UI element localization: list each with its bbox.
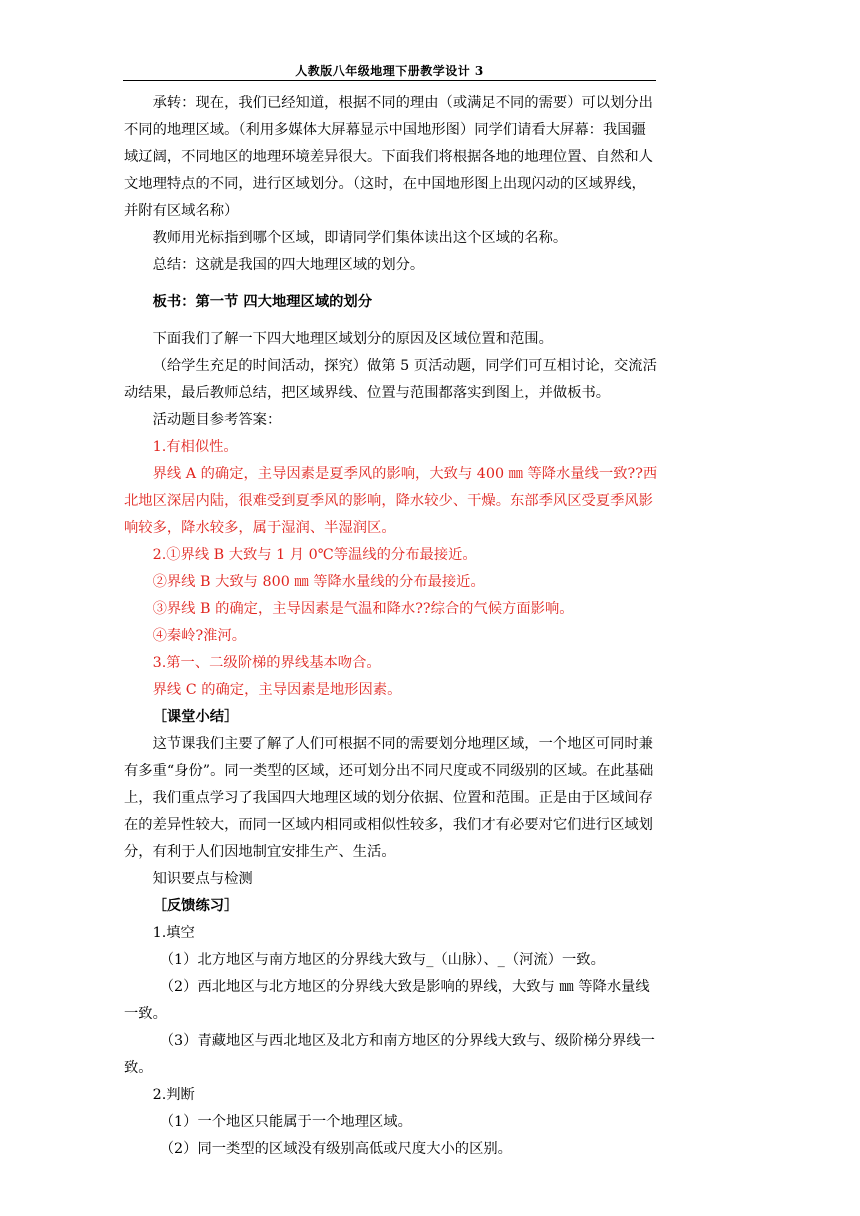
summary-line: 总结：这就是我国的四大地理区域的划分。 [152,257,425,273]
answer-2-4: ④秦岭?淮河。 [152,628,247,644]
answer-2-3: ③界线 B 的确定，主导因素是气温和降水??综合的气候方面影响。 [152,601,574,617]
page-header: 人教版八年级地理下册教学设计 3 [295,64,484,78]
intro-paragraph: 下面我们了解一下四大地理区域划分的原因及区域位置和范围。 [152,331,553,347]
fill-blank-q3: （3）青藏地区与西北地区及北方和南方地区的分界线大致与、级阶梯分界线一致。 [124,1033,655,1076]
answer-2-1: 2.①界线 B 大致与 1 月 0℃等温线的分布最接近。 [152,547,477,563]
document-body [124,90,658,1163]
header-rule [123,80,656,81]
class-summary-heading: ［课堂小结］ [152,709,239,725]
answer-2-2: ②界线 B 大致与 800 ㎜ 等降水量线的分布最接近。 [152,574,485,590]
judge-q1: （1）一个地区只能属于一个地理区域。 [159,1114,412,1130]
judge-heading: 2.判断 [152,1087,195,1103]
board-title: 板书：第一节 四大地理区域的划分 [152,294,373,310]
knowledge-heading: 知识要点与检测 [152,871,253,887]
teacher-instruction: 教师用光标指到哪个区域，即请同学们集体读出这个区域的名称。 [152,230,568,246]
judge-q2: （2）同一类型的区域没有级别高低或尺度大小的区别。 [159,1141,512,1157]
fill-blank-heading: 1.填空 [152,925,195,941]
fill-blank-q1: （1）北方地区与南方地区的分界线大致与_（山脉）、_（河流）一致。 [159,952,605,968]
activity-paragraph: （给学生充足的时间活动，探究）做第 5 页活动题，同学们可互相讨论，交流活动结果，最后教师总结，把区域界线、位置与范围都落实到图上，并做板书。 [124,358,657,401]
fill-blank-q2: （2）西北地区与北方地区的分界线大致是影响的界线，大致与 ㎜ 等降水量线一致。 [124,979,650,1022]
answer-1-detail: 界线 A 的确定，主导因素是夏季风的影响，大致与 400 ㎜ 等降水量线一致??西北地区深居内陆，很难受到夏季风的影响，降水较少、干燥。东部季风区受夏季风影响较多，降水较多，属于湿润、半湿润区。 [124,466,658,536]
answer-3: 3.第一、二级阶梯的界线基本吻合。 [152,655,381,671]
transition-paragraph: 承转：现在，我们已经知道，根据不同的理由（或满足不同的需要）可以划分出不同的地理区域。（利用多媒体大屏幕显示中国地形图）同学们请看大屏幕：我国疆域辽阔，不同地区的地理环境差异很大。下面我们将根据各地的地理位置、自然和人文地理特点的不同，进行区域划分。（这时，在中国地形图上出现闪动的区域界线，并附有区域名称） [124,95,653,219]
feedback-heading: ［反馈练习］ [152,898,239,914]
answer-3-detail: 界线 C 的确定，主导因素是地形因素。 [152,682,402,698]
answer-1: 1.有相似性。 [152,439,238,455]
class-summary-paragraph: 这节课我们主要了解了人们可根据不同的需要划分地理区域，一个地区可同时兼有多重“身份”。同一类型的区域，还可划分出不同尺度或不同级别的区域。在此基础上，我们重点学习了我国四大地理区域的划分依据、位置和范围。正是由于区域间存在的差异性较大，而同一区域内相同或相似性较多，我们才有必要对它们进行区域划分，有利于人们因地制宜安排生产、生活。 [124,736,654,860]
answers-heading: 活动题目参考答案： [152,412,282,428]
